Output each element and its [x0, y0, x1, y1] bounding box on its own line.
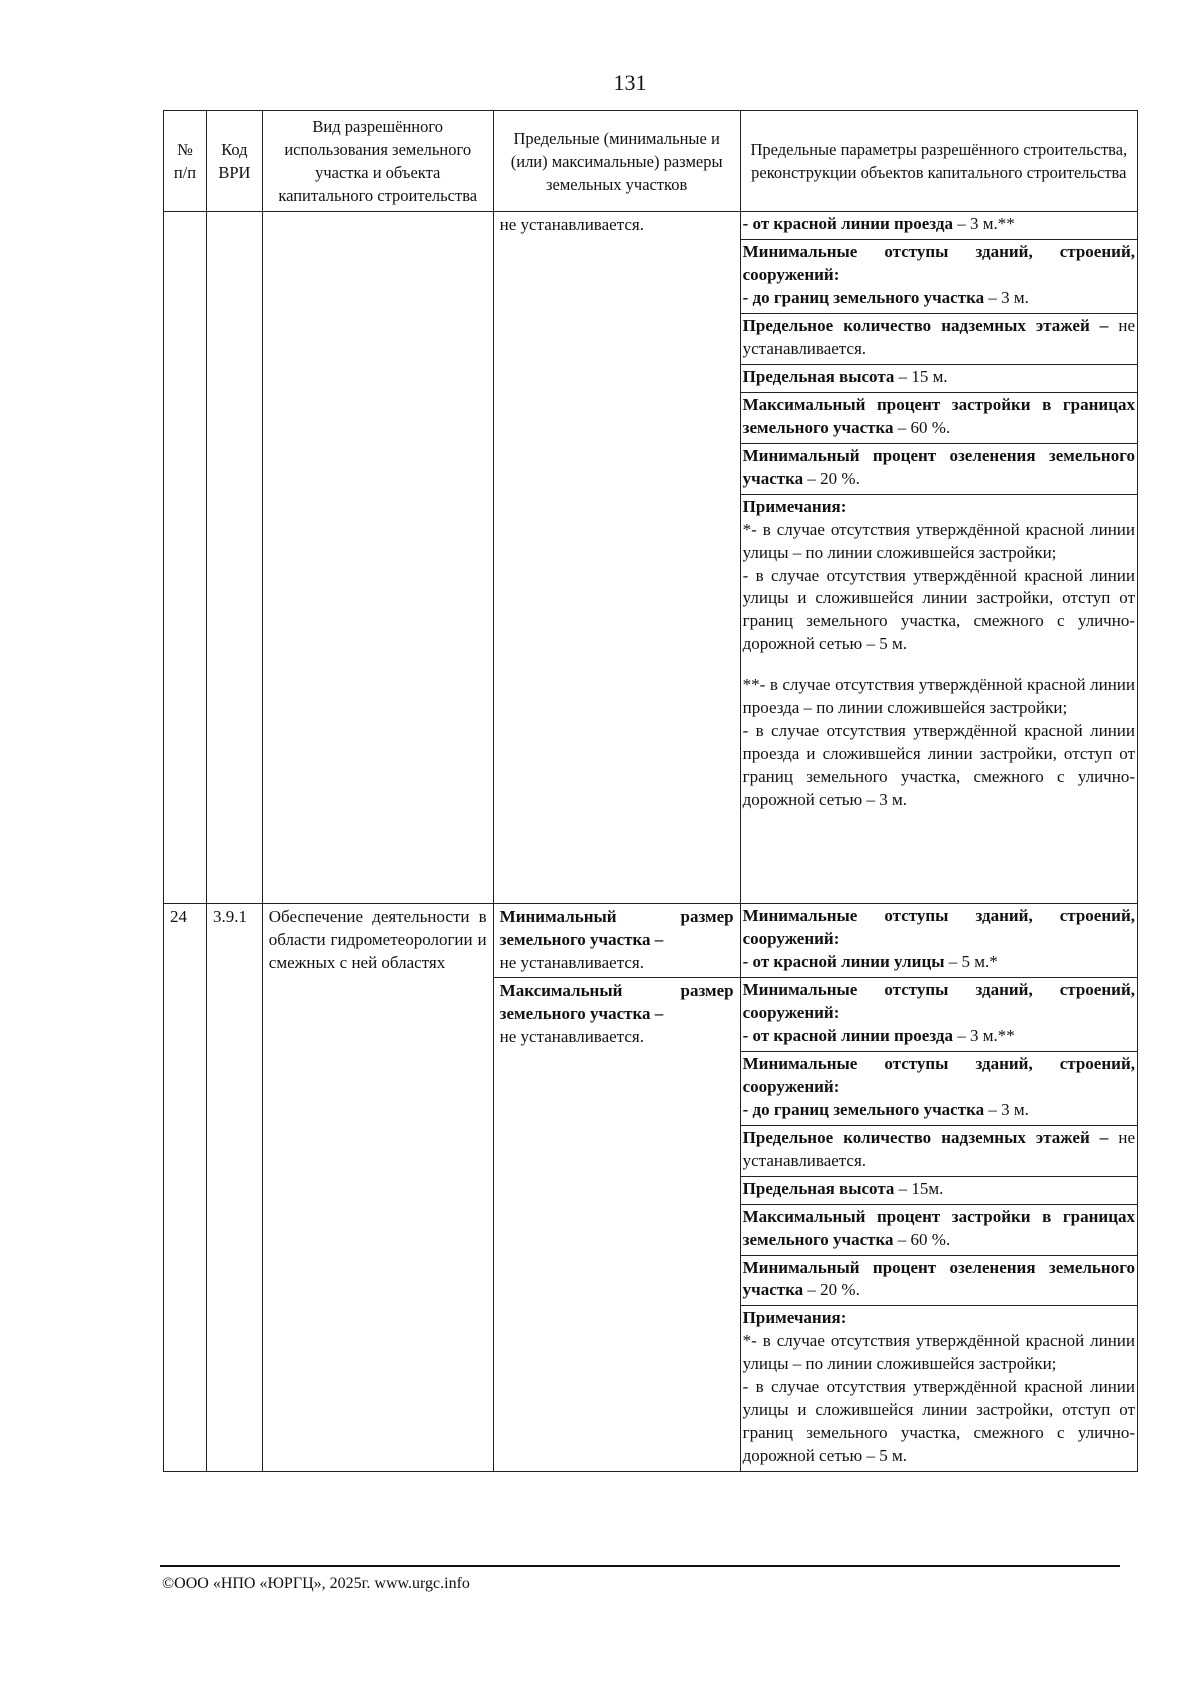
cell-params	[740, 212, 1137, 904]
zoning-table	[163, 110, 1138, 1472]
footer-divider	[160, 1565, 1120, 1567]
param-floors: Предельное количество надземных этажей – не устанавливается.	[741, 314, 1137, 365]
param-setback-boundary: Минимальные отступы зданий, строений, сооружений: - до границ земельного участка – 3 м.	[741, 1052, 1137, 1126]
page-number: 131	[613, 70, 647, 95]
size-max: Максимальный размер земельного участка – не устанавливается.	[499, 981, 734, 1047]
cell-code	[206, 212, 262, 904]
notes: Примечания: *- в случае отсутствия утверждённой красной линии улицы – по линии сложившейся застройки; - в случае отсутствия утверждённой красной линии улицы и сложившейся линии застройки, отступ от границ земельного участка, смежного с улично-дорожной сетью – 5 м. **- в случае отсутствия утверждённой красной линии проезда – по линии сложившейся застройки; - в случае отсутствия утверждённой красной линии проезда и сложившейся линии застройки, отступ от границ земельного участка, смежного с улично-дорожной сетью – 3 м.	[742, 496, 1135, 809]
param-setback-boundary: Минимальные отступы зданий, строений, сооружений: - до границ земельного участка – 3 м.	[741, 240, 1137, 314]
cell-kind: Обеспечение деятельности в области гидрометеорологии и смежных с ней областях	[262, 904, 493, 1472]
param-setback-passage: - от красной линии проезда – 3 м.**	[741, 212, 1137, 240]
param-coverage: Максимальный процент застройки в границах земельного участка – 60 %.	[741, 393, 1137, 444]
cell-num: 24	[164, 904, 207, 1472]
cell-size	[493, 212, 740, 904]
footer-copyright: ©ООО «НПО «ЮРГЦ», 2025г. www.urgc.info	[162, 1575, 470, 1592]
param-height: Предельная высота – 15 м.	[741, 365, 1137, 393]
header-kind: Вид разрешённого использования земельного участка и объекта капитального строительства	[262, 111, 493, 212]
header-params: Предельные параметры разрешённого строительства, реконструкции объектов капитального строительства	[740, 111, 1137, 212]
header-num: № п/п	[164, 111, 207, 212]
notes: Примечания: *- в случае отсутствия утверждённой красной линии улицы – по линии сложившейся застройки; - в случае отсутствия утверждённой красной линии улицы и сложившейся линии застройки, отступ от границ земельного участка, смежного с улично-дорожной сетью – 5 м.	[742, 1308, 1135, 1465]
size-text: не устанавливается.	[499, 215, 644, 235]
header-size: Предельные (минимальные и (или) максимальные) размеры земельных участков	[493, 111, 740, 212]
table-header-row	[164, 111, 1138, 212]
param-coverage: Максимальный процент застройки в границах земельного участка – 60 %.	[741, 1205, 1137, 1256]
param-greenery: Минимальный процент озеленения земельного участка – 20 %.	[741, 444, 1137, 495]
cell-code: 3.9.1	[206, 904, 262, 1472]
param-greenery: Минимальный процент озеленения земельного участка – 20 %.	[741, 1256, 1137, 1307]
table-row-24	[164, 904, 1138, 1472]
header-code: Код ВРИ	[206, 111, 262, 212]
param-setback-street: Минимальные отступы зданий, строений, сооружений: - от красной линии улицы – 5 м.*	[741, 904, 1137, 978]
cell-params	[740, 904, 1137, 1472]
param-height: Предельная высота – 15м.	[741, 1177, 1137, 1205]
cell-size	[493, 904, 740, 1472]
param-setback-passage: Минимальные отступы зданий, строений, сооружений: - от красной линии проезда – 3 м.**	[741, 978, 1137, 1052]
size-min: Минимальный размер земельного участка – не устанавливается.	[494, 904, 740, 978]
cell-kind	[262, 212, 493, 904]
table-row-continued	[164, 212, 1138, 904]
cell-num	[164, 212, 207, 904]
param-floors: Предельное количество надземных этажей – не устанавливается.	[741, 1126, 1137, 1177]
